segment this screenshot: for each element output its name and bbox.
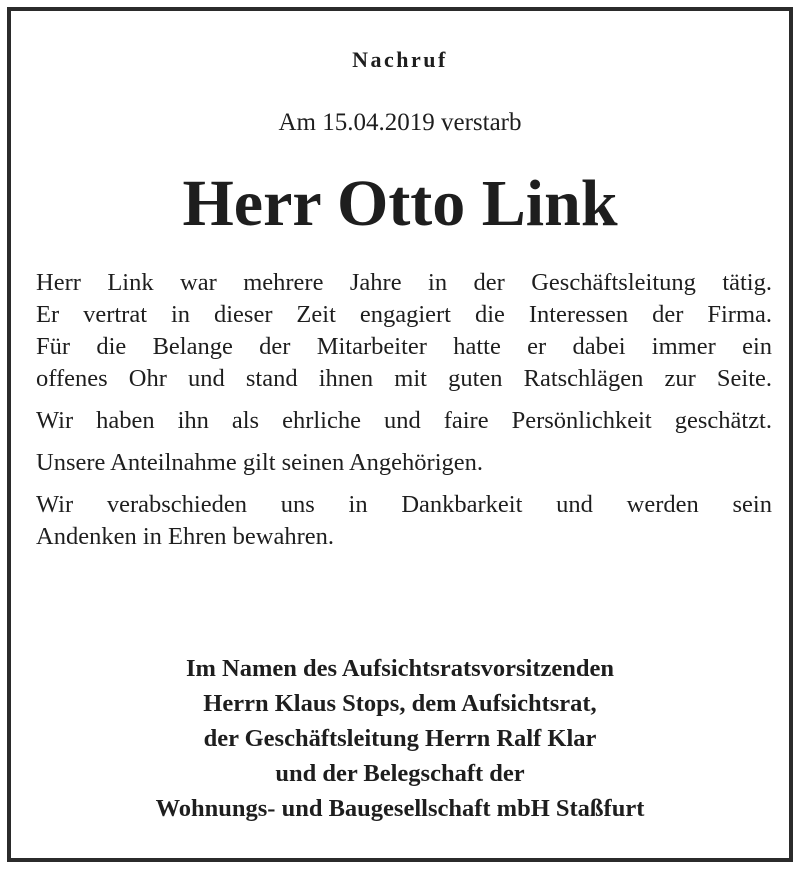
notice-heading: Nachruf xyxy=(352,47,448,72)
paragraph-farewell xyxy=(36,489,772,553)
paragraph-condolence xyxy=(36,447,772,479)
paragraph-tribute xyxy=(36,267,772,395)
signature-line: der Geschäftsleitung Herrn Ralf Klar xyxy=(203,725,597,752)
obituary-notice xyxy=(7,7,793,862)
signature-line: Im Namen des Aufsichtsratsvorsitzenden xyxy=(185,655,615,682)
signature-block xyxy=(11,651,789,826)
deceased-name: Herr Otto Link xyxy=(182,167,618,240)
signature-line: und der Belegschaft der xyxy=(275,760,525,787)
signature-line: Wohnungs- und Baugesellschaft mbH Staßfurt xyxy=(155,795,645,822)
body-line: Wir verabschieden uns in Dankbarkeit und werden sein xyxy=(36,491,772,518)
body-line: Andenken in Ehren bewahren. xyxy=(36,523,334,550)
body-line: offenes Ohr und stand ihnen mit guten Ratschlägen zur Seite. xyxy=(36,365,772,392)
signature-line: Herrn Klaus Stops, dem Aufsichtsrat, xyxy=(203,690,597,717)
obituary-body xyxy=(36,267,772,563)
body-line: Herr Link war mehrere Jahre in der Geschäftsleitung tätig. xyxy=(36,269,772,296)
body-line: Für die Belange der Mitarbeiter hatte er dabei immer ein xyxy=(36,333,772,360)
body-line: Wir haben ihn als ehrliche und faire Persönlichkeit geschätzt. xyxy=(36,407,772,434)
body-line: Unsere Anteilnahme gilt seinen Angehörigen. xyxy=(36,449,484,476)
body-line: Er vertrat in dieser Zeit engagiert die Interessen der Firma. xyxy=(36,301,772,328)
paragraph-appreciation xyxy=(36,405,772,437)
death-date-line: Am 15.04.2019 verstarb xyxy=(278,109,522,136)
